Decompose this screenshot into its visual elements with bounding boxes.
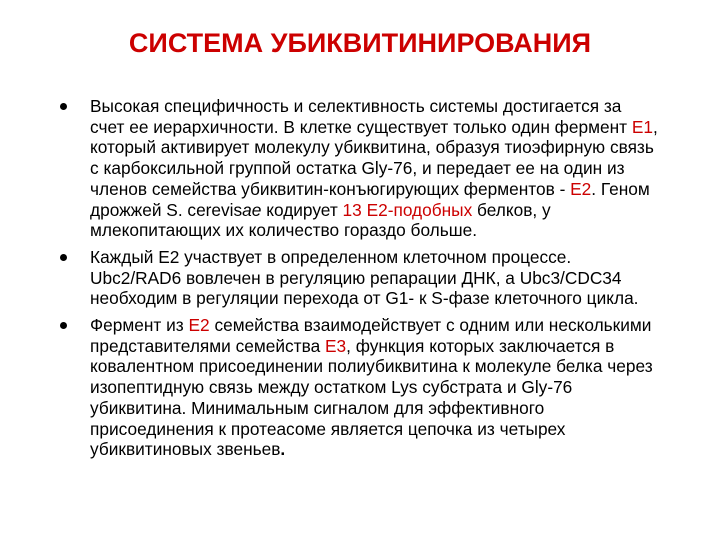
text-run: Фермент из [90,315,189,336]
bullet-dot-icon [60,103,67,110]
bullet-text [90,96,658,240]
bullet-dot-icon [60,322,67,329]
bullet-text [90,247,638,308]
bullet-list [60,96,660,466]
bullet-item [60,96,660,241]
text-run: Высокая специфичность и селективность системы достигается за счет ее иерархичности. В клетке существует только один фермент [90,96,632,137]
highlighted-term: Е2 [188,315,210,336]
bullet-item [60,315,660,460]
text-run: , функция которых заключается в ковалентном присоединении полиубиквитина к молекуле белка через изопептидную связь между остатком Lys субстрата и Gly-76 убиквитина. Минимальным сигналом для эффективного присоединения к протеасоме является цепочка из четырех убиквитиновых звеньев [90,335,653,460]
text-run: белков, у млекопитающих их количество гораздо больше. [90,199,551,241]
text-run: ae [242,199,262,220]
text-run: кодирует [261,199,343,220]
highlighted-term: Е1 [631,116,654,137]
bullet-item [60,247,660,309]
bullet-text [90,315,653,459]
highlighted-term: 13 Е2-подобных [342,199,473,220]
text-run: . Геном дрожжей S. cerevis [90,178,650,220]
text-run: , который активирует молекулу убиквитина, образуя тиоэфирную связь с карбоксильной группой остатка Gly-76, и передает ее на один из членов семейства убиквитин-конъюгирующих ферментов - [90,116,658,199]
text-run: семейства взаимодействует с одним или несколькими представителями семейства [90,315,652,356]
highlighted-term: Е3 [324,335,347,356]
text-run: Каждый Е2 участвует в определенном клеточном процессе. Ubc2/RAD6 вовлечен в регуляцию репарации ДНК, а Ubc3/CDC34 необходим в регуляции перехода от G1- к S-фазе клеточного цикла. [90,246,639,309]
slide-title: СИСТЕМА УБИКВИТИНИРОВАНИЯ [128,28,592,58]
text-run: . [280,439,286,460]
bullet-dot-icon [60,254,67,261]
highlighted-term: Е2 [570,178,592,199]
